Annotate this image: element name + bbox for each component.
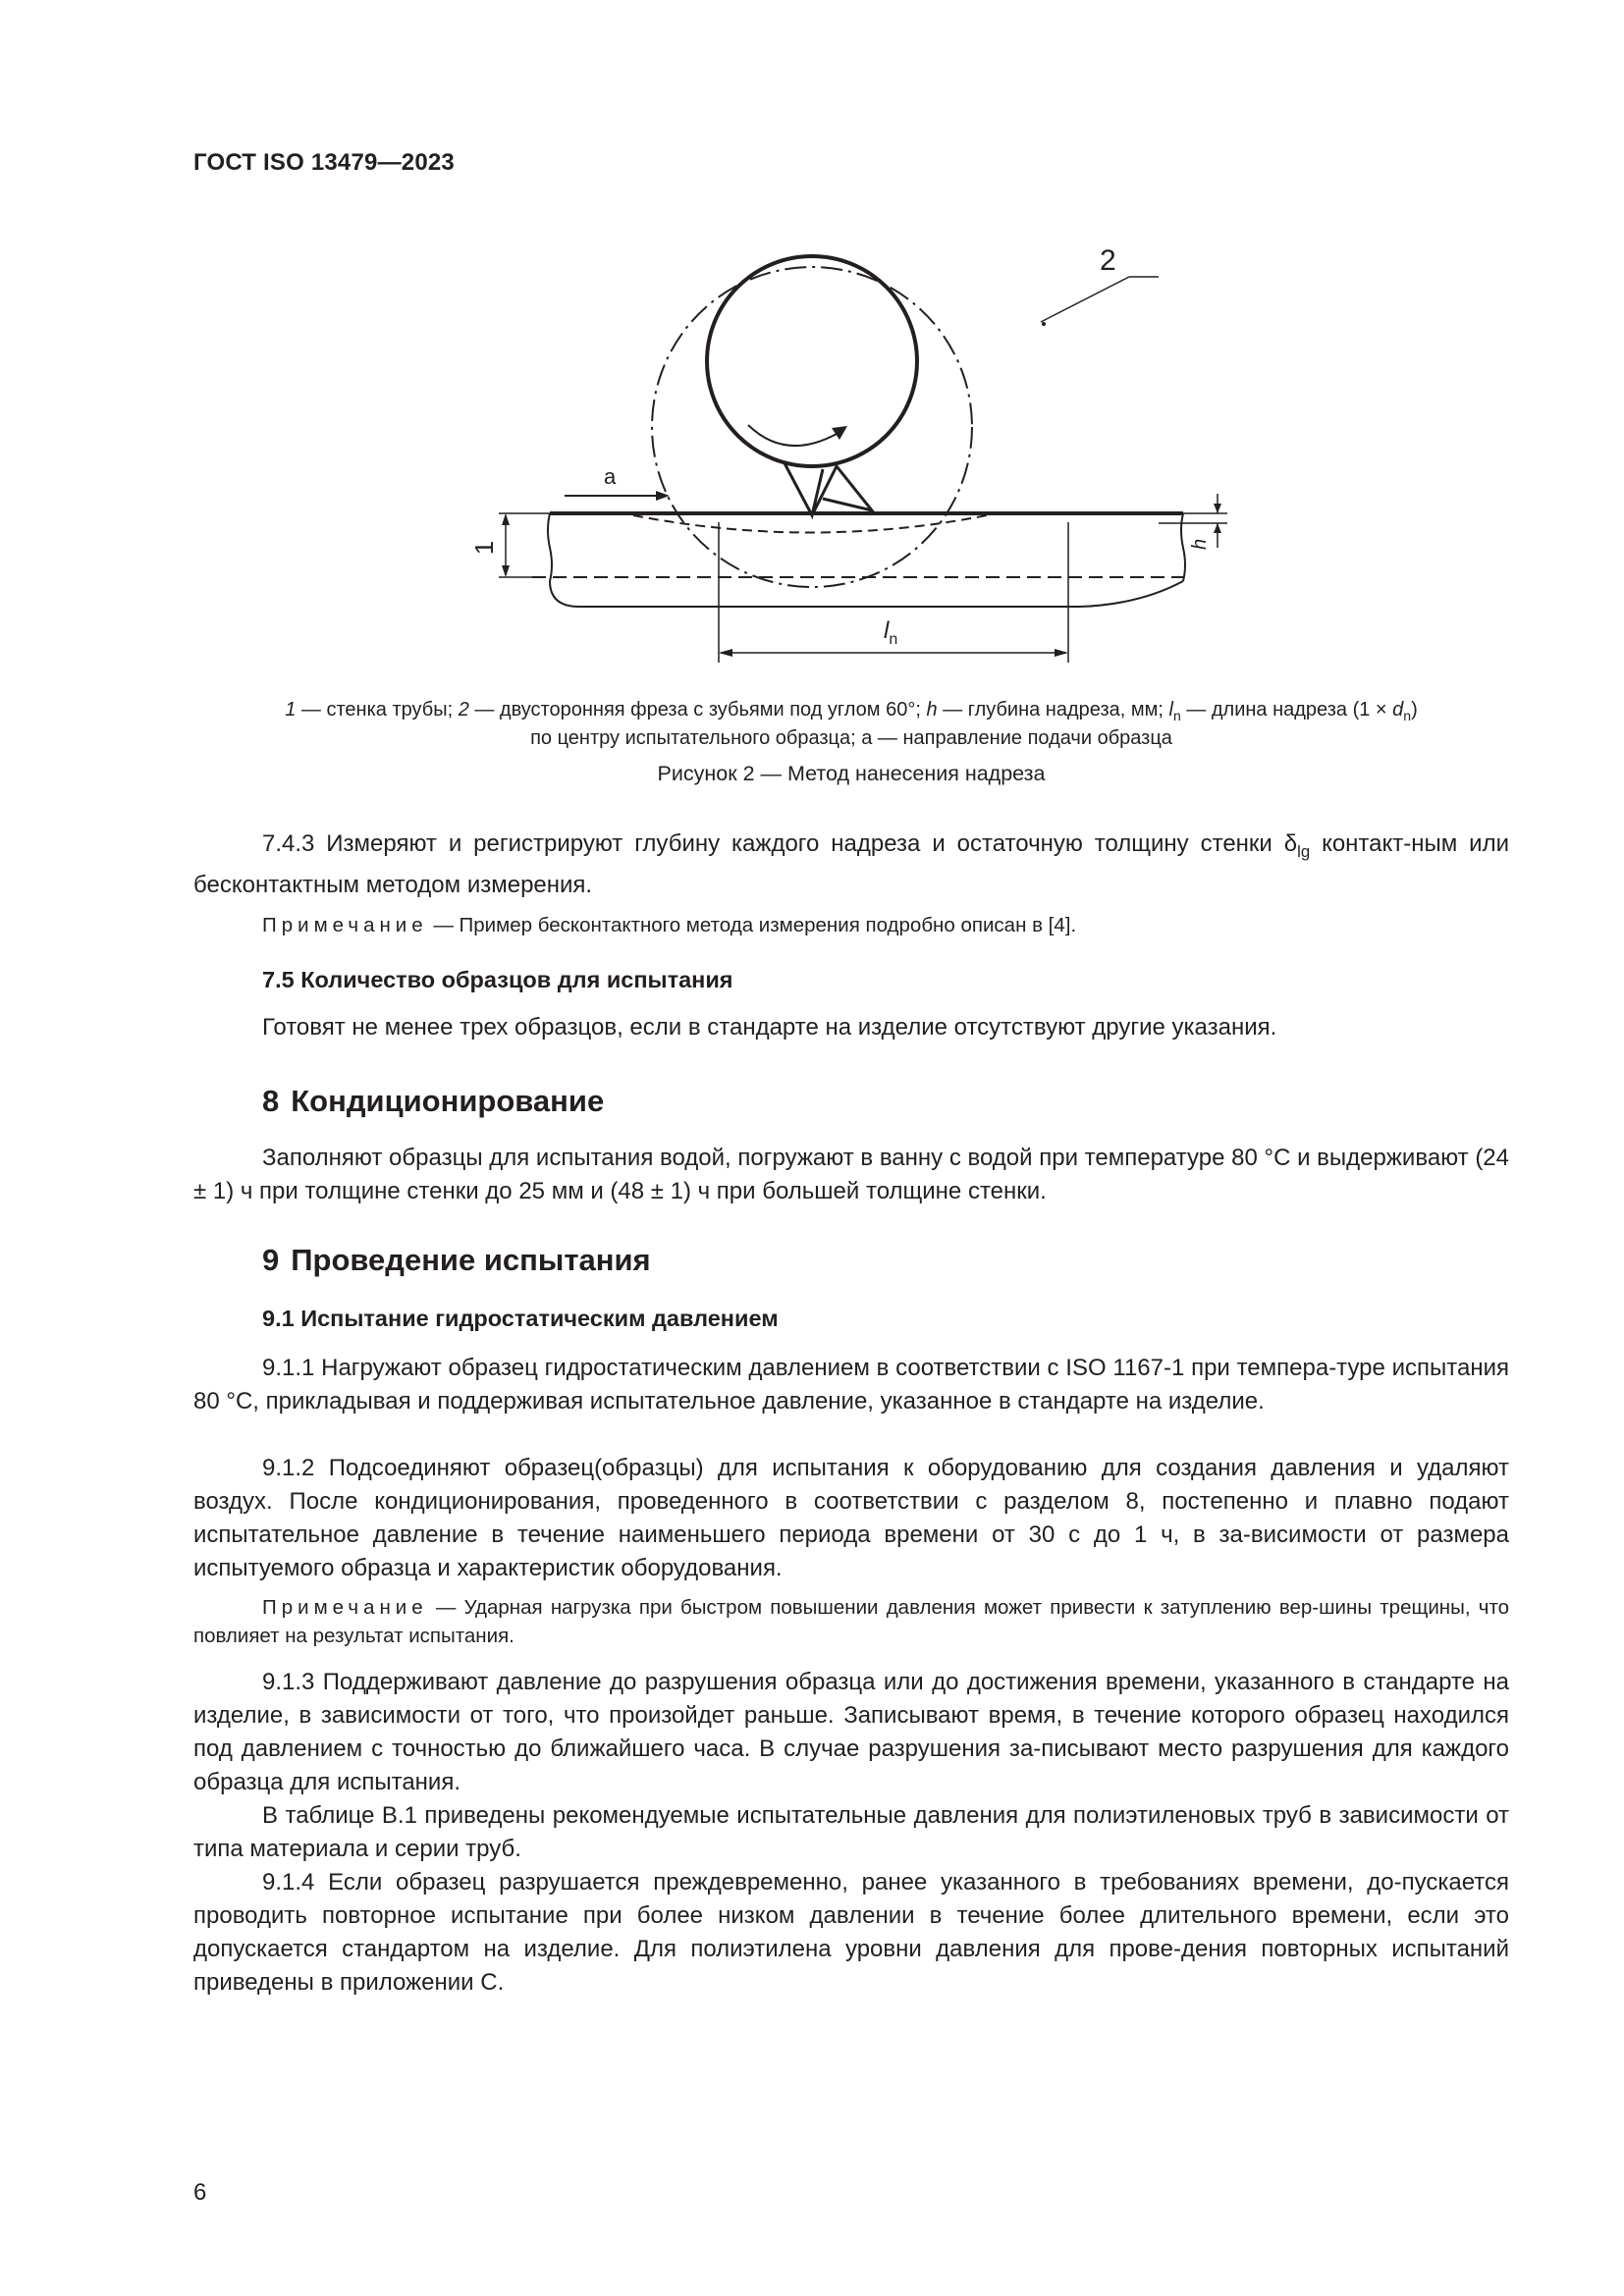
cutter-circle — [707, 256, 917, 466]
paragraph-7-5: Готовят не менее трех образцов, если в стандарте на изделие отсутствуют другие указания. — [262, 1014, 1277, 1041]
feed-direction-label: a — [604, 464, 617, 489]
note-2: Примечание — Ударная нагрузка при быстром повышении давления может привести к затуплению вер-шины трещины, что повлияет на результат испытания. — [193, 1596, 1509, 1647]
cutter-teeth — [784, 461, 872, 515]
heading-7-5: 7.5 Количество образцов для испытания — [262, 967, 733, 992]
rotation-arrow-icon — [748, 425, 837, 446]
paragraph-9-1-3: 9.1.3 Поддерживают давление до разрушения образца или до достижения времени, указанного в стандарте на изделие, в зависимости от того, что произойдет раньше. Записывают время, в течение которого образец находился под давлением с точностью до ближайшего часа. В случае разрушения за-писывают место разрушения для каждого образца для испытания. — [193, 1669, 1509, 1795]
paragraph-7-4-3: 7.4.3 Измеряют и регистрируют глубину каждого надреза и остаточную толщину стенки $\delta_{lg}$ контакт-ным или бесконтактным методом измерения. — [193, 830, 1509, 898]
document-header: ГОСТ ISO 13479—2023 — [193, 149, 455, 176]
paragraph-9-1-4: 9.1.4 Если образец разрушается преждевременно, ранее указанного в требованиях времени, до-пускается проводить повторное испытание при более низком давлении в течение более длительного времени, если это допускается стандартом на изделие. Для полиэтилена уровни давления для прове-дения повторных испытаний приведены в приложении С. — [193, 1869, 1509, 1996]
figure-legend-line-2: по центру испытательного образца; а — направление подачи образца — [530, 727, 1172, 749]
heading-8: 8 Кондиционирование — [262, 1084, 605, 1118]
paragraph-9-1-2: 9.1.2 Подсоединяют образец(образцы) для испытания к оборудованию для создания давления и удаляют воздух. После кондиционирования, проведенного в соответствии с разделом 8, постепенно и плавно подают испытательное давление в течение наименьшего периода времени от 30 с до 1 ч, в за-висимости от размера испытуемого образца и характеристик оборудования. — [193, 1455, 1509, 1581]
notching-figure — [452, 216, 1237, 677]
notching-diagram — [452, 216, 1237, 677]
cutter-path-circle — [652, 267, 972, 587]
paragraph-8: Заполняют образцы для испытания водой, погружают в ванну с водой при температуре 80 °С и выдерживают (24 ± 1) ч при толщине стенки до 25 мм и (48 ± 1) ч при большей толщине стенки. — [193, 1145, 1509, 1204]
paragraph-9-1-3-table-ref: В таблице В.1 приведены рекомендуемые испытательные давления для полиэтиленовых труб в зависимости от типа материала и серии труб. — [193, 1802, 1509, 1862]
length-label: $l_n$ — [884, 617, 898, 648]
wall-label: 1 — [469, 540, 499, 556]
depth-label: h — [1189, 538, 1211, 550]
heading-9: 9 Проведение испытания — [262, 1243, 651, 1277]
note-1: Примечание — Пример бесконтактного метода измерения подробно описан в [4]. — [262, 914, 1077, 936]
page-number: 6 — [193, 2179, 207, 2206]
heading-9-1: 9.1 Испытание гидростатическим давлением — [262, 1306, 779, 1331]
cutter-label: 2 — [1100, 244, 1116, 277]
figure-legend-line-1: 1 — стенка трубы; 2 — двусторонняя фреза с зубьями под углом 60°; h — глубина надреза, мм; $l_n$ — длина надреза $(1 \times d_n)$ — [285, 699, 1418, 723]
paragraph-9-1-1: 9.1.1 Нагружают образец гидростатическим давлением в соответствии с ISO 1167-1 при темпера-туре испытания 80 °С, прикладывая и поддерживая испытательное давление, указанное в стандарте на изделие. — [193, 1355, 1509, 1415]
figure-caption: Рисунок 2 — Метод нанесения надреза — [657, 762, 1046, 785]
